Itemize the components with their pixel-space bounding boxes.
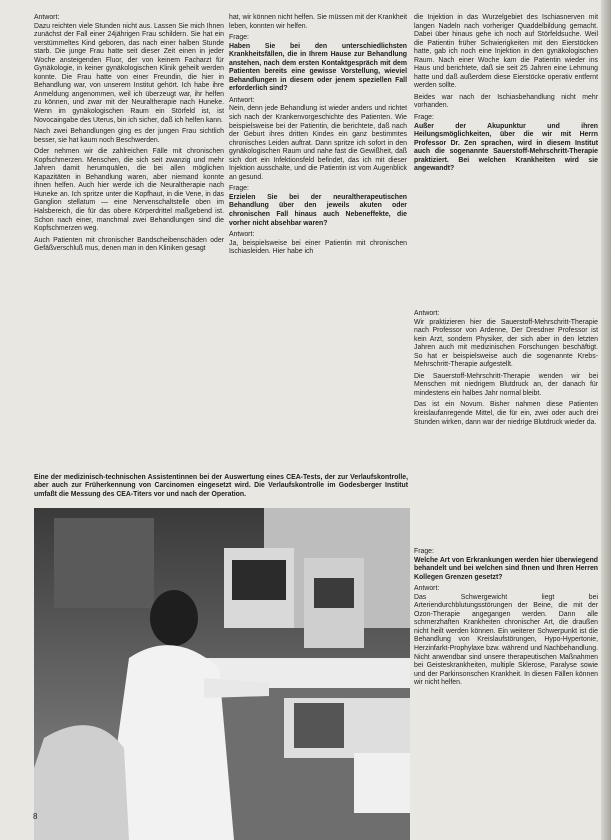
interview-label: Frage: — [229, 185, 249, 193]
interview-paragraph: Ja, beispielsweise bei einer Patientin mit chronischen Ischiasleiden. Hier habe ich — [229, 239, 407, 256]
interview-paragraph: Das Schwergewicht liegt bei Arteriendurchblutungsstörungen der Beine, die mit der Ozon-Therapie angegangen werden. Dann alle schmerzhaften Krankheiten chronischer Art, die draußen nicht heilt werden können. Ein weiterer Schwerpunkt ist die Behandlung von Kreislaufstörungen, Hypo-Hypertonie, Herzinfarkt-Prophylaxe bzw. während und Nachbehandlung. Nicht anwendbar sind unsere therapeutischen Maßnahmen bei Geisteskrankheiten, multiple Sklerose, Paralyse sowie und der Parkinsonschen Krankheit. In diesen Fällen können wir nicht helfen. — [414, 593, 598, 687]
interview-label: Frage: — [414, 548, 434, 555]
interview-label: Frage: — [229, 34, 249, 42]
interview-label: Antwort: — [34, 14, 60, 21]
text-column-3-middle — [414, 310, 598, 430]
interview-paragraph: Das ist ein Novum. Bisher nahmen diese Patienten kreislaufanregende Mittel, die für ein, zwei oder auch drei Stunden wirken, dann war der niedrige Blutdruck wieder da. — [414, 401, 598, 426]
interview-label: Antwort: — [229, 231, 255, 239]
interview-label: Antwort: — [414, 585, 440, 593]
interview-paragraph: Beides war nach der Ischiasbehandlung nicht mehr vorhanden. — [414, 93, 598, 110]
lab-photo — [34, 508, 410, 840]
page-edge — [601, 0, 611, 840]
text-column-3-bottom — [414, 548, 598, 691]
interview-question: Welche Art von Erkrankungen werden hier überwiegend behandelt und bei welchen sind Ihnen und Ihren Herren Kollegen Grenzen gesetzt? — [414, 556, 598, 581]
interview-paragraph: Nein, denn jede Behandlung ist wieder anders und richtet sich nach der Krankenvorgeschichte des Patienten. Wie beispielsweise bei der Patientin, die berichtete, daß nach der Geburt ihres dritten Kindes ein ganz bestimmtes chronisches Leiden auftrat. Dann spritze ich sofort in den gynäkologischen Raum und nahe fast die Gewißheit, daß sich dort ein Infektionsfeld befindet, das ich mit dieser Injektion ausschalte, und die Patientin ist vom Augenblick an gesund. — [229, 105, 407, 181]
interview-paragraph: Wir praktizieren hier die Sauerstoff-Mehrschritt-Therapie nach Professor von Ardenne, Der Dresdner Professor ist kein Arzt, sondern Physiker, der sich aber in den letzten Jahren auch mit medizinischen Forschungen beschäftigt. So hat er beispielsweise auch die sogenannte Krebs-Mehrschritt-Therapie aufgestellt. — [414, 318, 598, 369]
interview-paragraph: Die Sauerstoff-Mehrschritt-Therapie wenden wir bei Menschen mit niedrigem Blutdruck an, der danach für mindestens ein halbes Jahr normal bleibt. — [414, 372, 598, 397]
text-column-3 — [414, 14, 598, 177]
text-column-1 — [34, 14, 224, 257]
interview-question: Haben Sie bei den unterschiedlichsten Krankheitsfällen, die in Ihrem Hause zur Behandlung anstehen, nach dem ersten Kontaktgespräch mit dem Patienten bereits eine gewisse Vorstellung, wieviel Behandlungen in diesem oder jenem speziellen Fall erforderlich sind? — [229, 42, 407, 93]
interview-paragraph: Oder nehmen wir die zahlreichen Fälle mit chronischen Kopfschmerzen. Menschen, die sich seit zwanzig und mehr Jahren damit herumquälen, die bei allen möglichen Kapazitäten in Behandlung waren, aber niemand konnte ihnen helfen. Auch hier werde ich die Neuraltherapie nach Huneke an. Ich spritze unter die Kopfhaut, in die Vene, in das Ganglion stellatum — eine Nervenschaltstelle oben im Halsbereich, die für das obere Körperdrittel maßgebend ist. Schon nach einer, manchmal zwei Behandlungen sind die Kopfschmerzen weg. — [34, 148, 224, 233]
page-number: 8 — [33, 812, 38, 821]
interview-paragraph: Nach zwei Behandlungen ging es der jungen Frau sichtlich besser, sie hat kaum noch Beschwerden. — [34, 128, 224, 144]
interview-question: Außer der Akupunktur und ihren Heilungsmöglichkeiten, über die wir mit Herrn Professor Dr. Zen sprachen, wird in diesem Institut auch die sogenannte Sauerstoff-Mehrschritt-Therapie praktiziert. Bei welchen Krankheiten wird sie angewandt? — [414, 122, 598, 173]
interview-paragraph: die Injektion in das Wurzelgebiet des Ischiasnerven mit langen Nadeln nach vorheriger Quaddelbildung gemacht. Dabei über hinaus gehe ich noch auf Störfeldsuche. Weil die Patientin früher Schwierigkeiten mit den Eierstöcken hatte, gab ich noch eine Injektion in den gynäkologischen Raum. Nach einer Woche kam die Patientin wieder ins Haus und berichtete, daß sie seit 25 Jahren eine Lehmung hatte und daß außerdem diese Eierstöcke operativ entfernt werden sollte. — [414, 14, 598, 90]
interview-paragraph: Dazu reichten viele Stunden nicht aus. Lassen Sie mich Ihnen zunächst der Fall einer 24jährigen Frau schildern. Sie hat ein verstümmeltes Kind geboren, das nach einer halben Stunde starb. Die junge Frau hatte seit dieser Zeit einen in jeder Woche ansteigenden Fluor, der von keinem Facharzt für Gynäkologie, in keiner gynäkologischen Klinik geheilt werden konnte. Die Frau hatte von einer Freundin, die hier in Behandlung war, von unserem Institut gehört. Ich habe ihre Anmeldung angenommen, weil ich überzeugt war, ihr helfen zu können, und zwar mit der Neuraltherapie nach Huneke. Wenn im gynäkologischen Raum ein Störfeld ist, ist Novocaingabe des Uterus, bin ich sicher, daß ich helfen kann. — [34, 22, 224, 124]
interview-label: Antwort: — [414, 310, 440, 317]
interview-paragraph: Auch Patienten mit chronischer Bandscheibenschäden oder Gefäßverschluß mus, denen man in den Kliniken gesagt — [34, 236, 224, 253]
text-column-2 — [229, 14, 407, 260]
interview-label: Antwort: — [229, 96, 255, 104]
interview-paragraph: hat, wir können nicht helfen. Sie müssen mit der Krankheit leben, konnten wir helfen. — [229, 14, 407, 30]
photo-caption: Eine der medizinisch-technischen Assistentinnen bei der Auswertung eines CEA-Tests, der zur Verlaufskontrolle, aber auch zur Früherkennung von Carcinomen eingesetzt wird. Die Verlaufskontrolle im Godesberger Institut umfaßt die Messung des CEA-Titers vor und nach der Operation. — [34, 474, 408, 498]
interview-label: Frage: — [414, 114, 434, 122]
interview-question: Erzielen Sie bei der neuraltherapeutischen Behandlung über den jeweils akuten oder chronischen Fall hinaus auch Nebeneffekte, die vorher nicht absehbar waren? — [229, 193, 407, 227]
